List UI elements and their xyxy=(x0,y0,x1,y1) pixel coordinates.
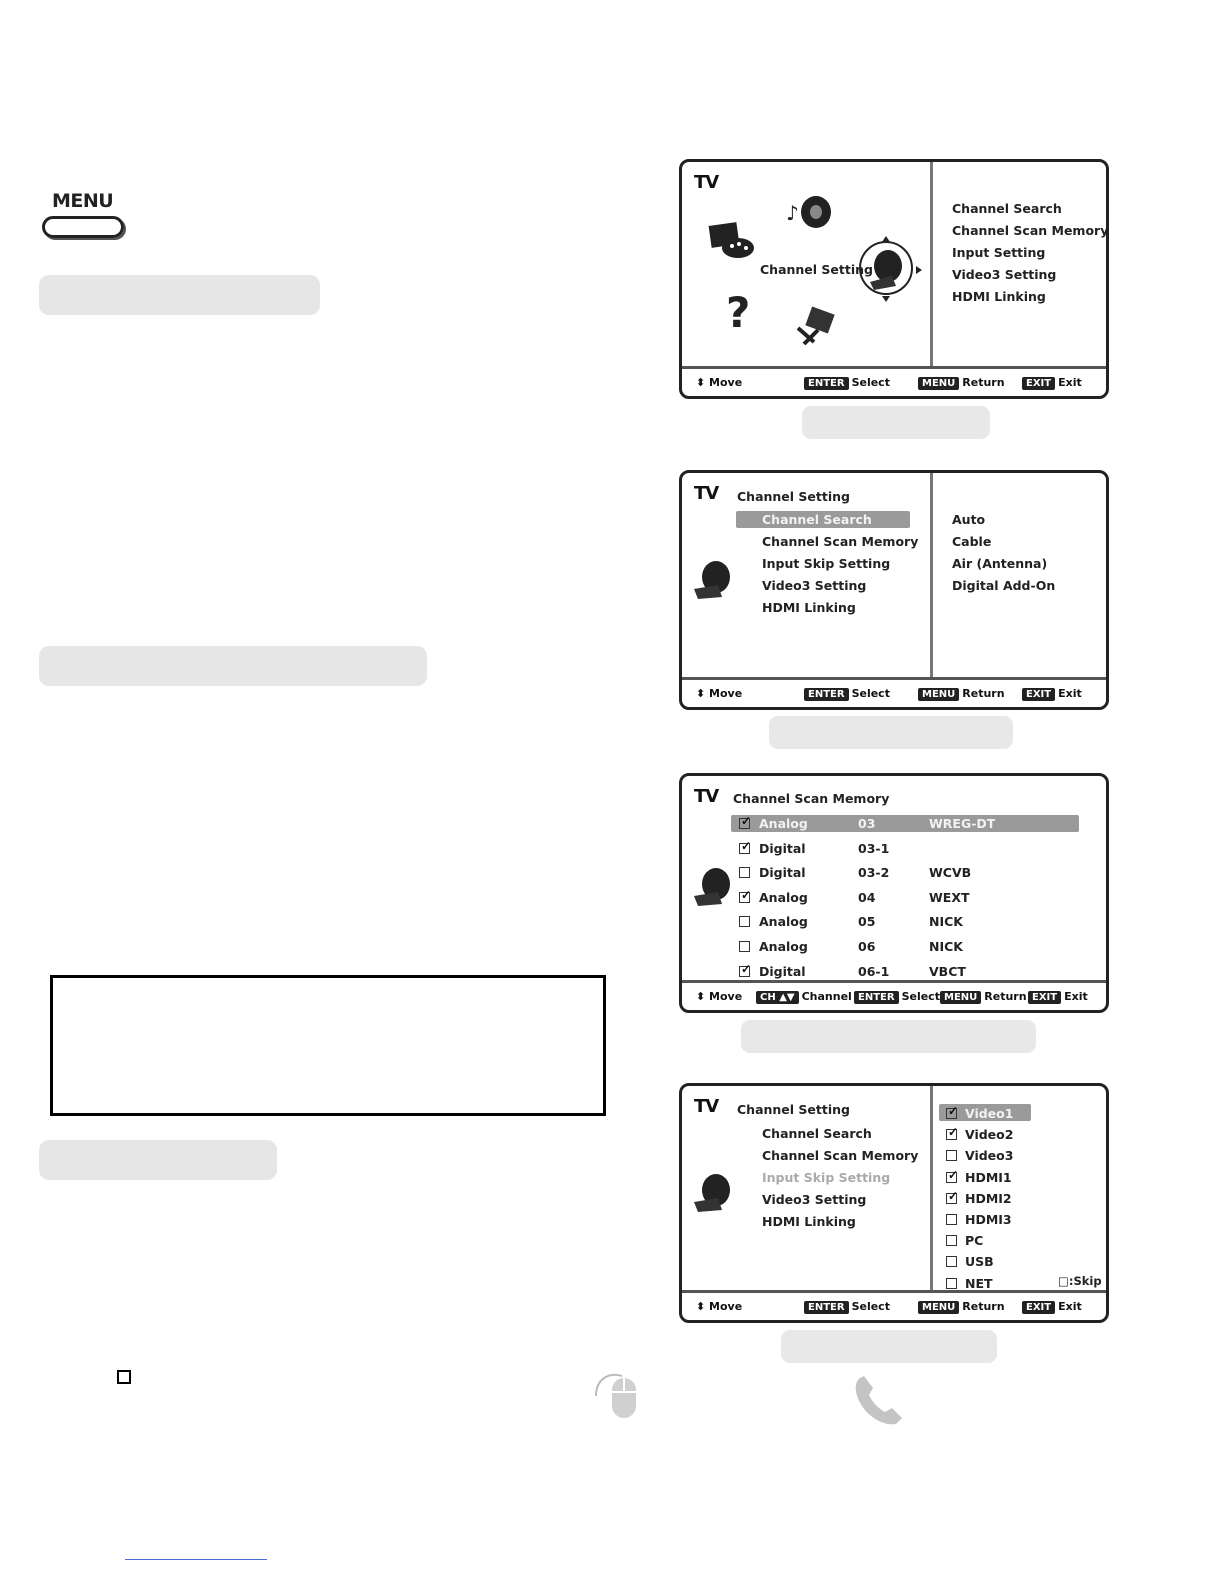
input-label: HDMI3 xyxy=(965,1212,1012,1227)
tv-title: TV xyxy=(694,786,719,807)
menu-button-shape xyxy=(42,216,124,238)
menu-item-video3-setting[interactable]: Video3 Setting xyxy=(952,267,1057,282)
input-skip-checkbox[interactable] xyxy=(946,1235,957,1246)
input-skip-checkbox[interactable] xyxy=(946,1256,957,1267)
screen-caption-3 xyxy=(741,1020,1036,1053)
footer-exit: EXIT Exit xyxy=(1022,376,1082,390)
menu-button-label: MENU xyxy=(52,190,114,212)
menu-item-channel-scan-memory[interactable]: Channel Scan Memory xyxy=(762,534,919,549)
channel-name: WCVB xyxy=(929,865,972,881)
screen-title: Channel Setting xyxy=(737,489,850,504)
channel-setting-icon xyxy=(690,1170,736,1214)
section-heading-bar-2 xyxy=(39,646,427,686)
channel-name: NICK xyxy=(929,914,963,930)
channel-checkbox[interactable]: ✓ xyxy=(741,887,752,902)
input-label: NET xyxy=(965,1275,993,1291)
channel-name: NICK xyxy=(929,939,963,954)
menu-item-hdmi-linking[interactable]: HDMI Linking xyxy=(762,600,856,615)
footer-move: ⬍ Move xyxy=(696,687,743,700)
note-box xyxy=(50,975,606,1116)
menu-item-hdmi-linking[interactable]: HDMI Linking xyxy=(952,289,1046,304)
menu-item-channel-scan-memory[interactable]: Channel Scan Memory xyxy=(952,223,1109,238)
channel-checkbox[interactable] xyxy=(739,941,750,952)
footer-return: MENU Return xyxy=(940,990,1027,1004)
channel-name: WEXT xyxy=(929,889,970,905)
channel-number: 06 xyxy=(858,939,876,954)
channel-name: VBCT xyxy=(929,963,966,979)
footer-return: MENU Return xyxy=(918,1300,1005,1314)
footer-channel: CH ▲▼ Channel xyxy=(756,990,852,1004)
screen-footer xyxy=(682,677,1106,710)
input-label: HDMI1 xyxy=(965,1169,1012,1185)
menu-item-input-skip-setting[interactable]: Input Skip Setting xyxy=(762,556,891,571)
input-label: USB xyxy=(965,1254,994,1270)
tv-title: TV xyxy=(694,483,719,504)
footer-return: MENU Return xyxy=(918,376,1005,390)
menu-item-channel-scan-memory[interactable]: Channel Scan Memory xyxy=(762,1148,919,1163)
screen-caption-4 xyxy=(781,1330,997,1363)
tv-screen-main-menu xyxy=(679,159,1109,399)
channel-type: Digital xyxy=(759,840,806,856)
option-auto[interactable]: Auto xyxy=(952,512,986,527)
input-skip-checkbox[interactable]: ✓ xyxy=(948,1188,959,1203)
menu-item-channel-search[interactable]: Channel Search xyxy=(762,1126,872,1141)
help-icon: ? xyxy=(726,288,751,337)
channel-checkbox[interactable] xyxy=(739,867,750,878)
tv-title: TV xyxy=(694,172,719,193)
skip-square-icon xyxy=(117,1370,131,1384)
channel-type: Analog xyxy=(759,816,808,831)
footer-select: ENTER Select xyxy=(804,687,890,701)
screen-divider xyxy=(930,1086,933,1293)
input-label: Video1 xyxy=(965,1106,1014,1121)
input-label: PC xyxy=(965,1233,984,1249)
footer-move: ⬍ Move xyxy=(696,376,743,389)
channel-setting-icon xyxy=(690,557,736,601)
menu-item-input-setting[interactable]: Input Setting xyxy=(952,245,1046,260)
channel-number: 06-1 xyxy=(858,963,890,979)
channel-type: Digital xyxy=(759,963,806,979)
channel-type: Digital xyxy=(759,865,806,881)
input-skip-checkbox[interactable] xyxy=(946,1278,957,1289)
footer-move: ⬍ Move xyxy=(696,1300,743,1313)
screen-title: Channel Setting xyxy=(737,1102,850,1117)
channel-checkbox[interactable]: ✓ xyxy=(741,838,752,853)
channel-number: 04 xyxy=(858,889,876,905)
screen-caption-1 xyxy=(802,406,990,439)
option-digital-add-on[interactable]: Digital Add-On xyxy=(952,578,1056,593)
footer-return: MENU Return xyxy=(918,687,1005,701)
section-heading-bar-1 xyxy=(39,275,320,315)
main-menu-selected-label: Channel Setting xyxy=(760,262,873,277)
menu-item-channel-search[interactable]: Channel Search xyxy=(952,201,1062,216)
channel-checkbox[interactable]: ✓ xyxy=(741,814,752,828)
input-label: Video2 xyxy=(965,1127,1014,1143)
channel-number: 05 xyxy=(858,914,876,930)
input-label: HDMI2 xyxy=(965,1190,1012,1206)
menu-item-input-skip-setting[interactable]: Input Skip Setting xyxy=(762,1170,891,1185)
picture-icon xyxy=(708,220,758,262)
option-cable[interactable]: Cable xyxy=(952,534,992,549)
footer-exit: EXIT Exit xyxy=(1022,687,1082,701)
menu-item-hdmi-linking[interactable]: HDMI Linking xyxy=(762,1214,856,1229)
channel-number: 03-1 xyxy=(858,840,890,856)
channel-type: Analog xyxy=(759,939,808,954)
channel-type: Analog xyxy=(759,914,808,930)
tv-screen-channel-setting xyxy=(679,470,1109,710)
footer-exit: EXIT Exit xyxy=(1028,990,1088,1004)
tv-screen-input-skip-setting xyxy=(679,1083,1109,1323)
channel-setting-icon xyxy=(852,230,924,310)
menu-item-channel-search[interactable]: Channel Search xyxy=(762,512,872,527)
channel-number: 03 xyxy=(858,816,876,831)
input-skip-checkbox[interactable] xyxy=(946,1150,957,1161)
svg-text:♪: ♪ xyxy=(786,201,799,225)
input-skip-checkbox[interactable]: ✓ xyxy=(948,1125,959,1140)
screen-caption-2 xyxy=(769,716,1013,749)
screen-divider xyxy=(930,162,933,369)
mouse-icon xyxy=(592,1366,652,1424)
tv-title: TV xyxy=(694,1096,719,1117)
footer-link-underline[interactable] xyxy=(125,1559,267,1560)
channel-setting-icon xyxy=(690,864,736,908)
section-heading-bar-3 xyxy=(39,1140,277,1180)
channel-checkbox[interactable] xyxy=(739,916,750,927)
menu-button-illustration xyxy=(42,190,132,246)
channel-type: Analog xyxy=(759,889,808,905)
footer-select: ENTER Select xyxy=(854,990,940,1004)
footer-select: ENTER Select xyxy=(804,376,890,390)
phone-icon xyxy=(852,1374,908,1430)
option-air-antenna[interactable]: Air (Antenna) xyxy=(952,556,1048,571)
skip-legend: □:Skip xyxy=(1058,1274,1102,1288)
menu-item-video3-setting[interactable]: Video3 Setting xyxy=(762,578,867,593)
tv-screen-channel-scan-memory xyxy=(679,773,1109,1013)
footer-move: ⬍ Move xyxy=(696,990,743,1003)
screen-footer xyxy=(682,1290,1106,1323)
menu-item-video3-setting[interactable]: Video3 Setting xyxy=(762,1192,867,1207)
screen-footer xyxy=(682,980,1106,1013)
screen-footer xyxy=(682,366,1106,399)
input-label: Video3 xyxy=(965,1148,1014,1164)
audio-icon xyxy=(786,190,836,232)
input-skip-checkbox[interactable]: ✓ xyxy=(948,1167,959,1182)
setup-icon xyxy=(794,302,842,350)
footer-select: ENTER Select xyxy=(804,1300,890,1314)
footer-exit: EXIT Exit xyxy=(1022,1300,1082,1314)
channel-number: 03-2 xyxy=(858,865,890,881)
screen-title: Channel Scan Memory xyxy=(733,791,890,806)
channel-name: WREG-DT xyxy=(929,816,996,831)
input-skip-checkbox[interactable]: ✓ xyxy=(948,1104,959,1118)
screen-divider xyxy=(930,473,933,680)
channel-checkbox[interactable]: ✓ xyxy=(741,961,752,976)
input-skip-checkbox[interactable] xyxy=(946,1214,957,1225)
